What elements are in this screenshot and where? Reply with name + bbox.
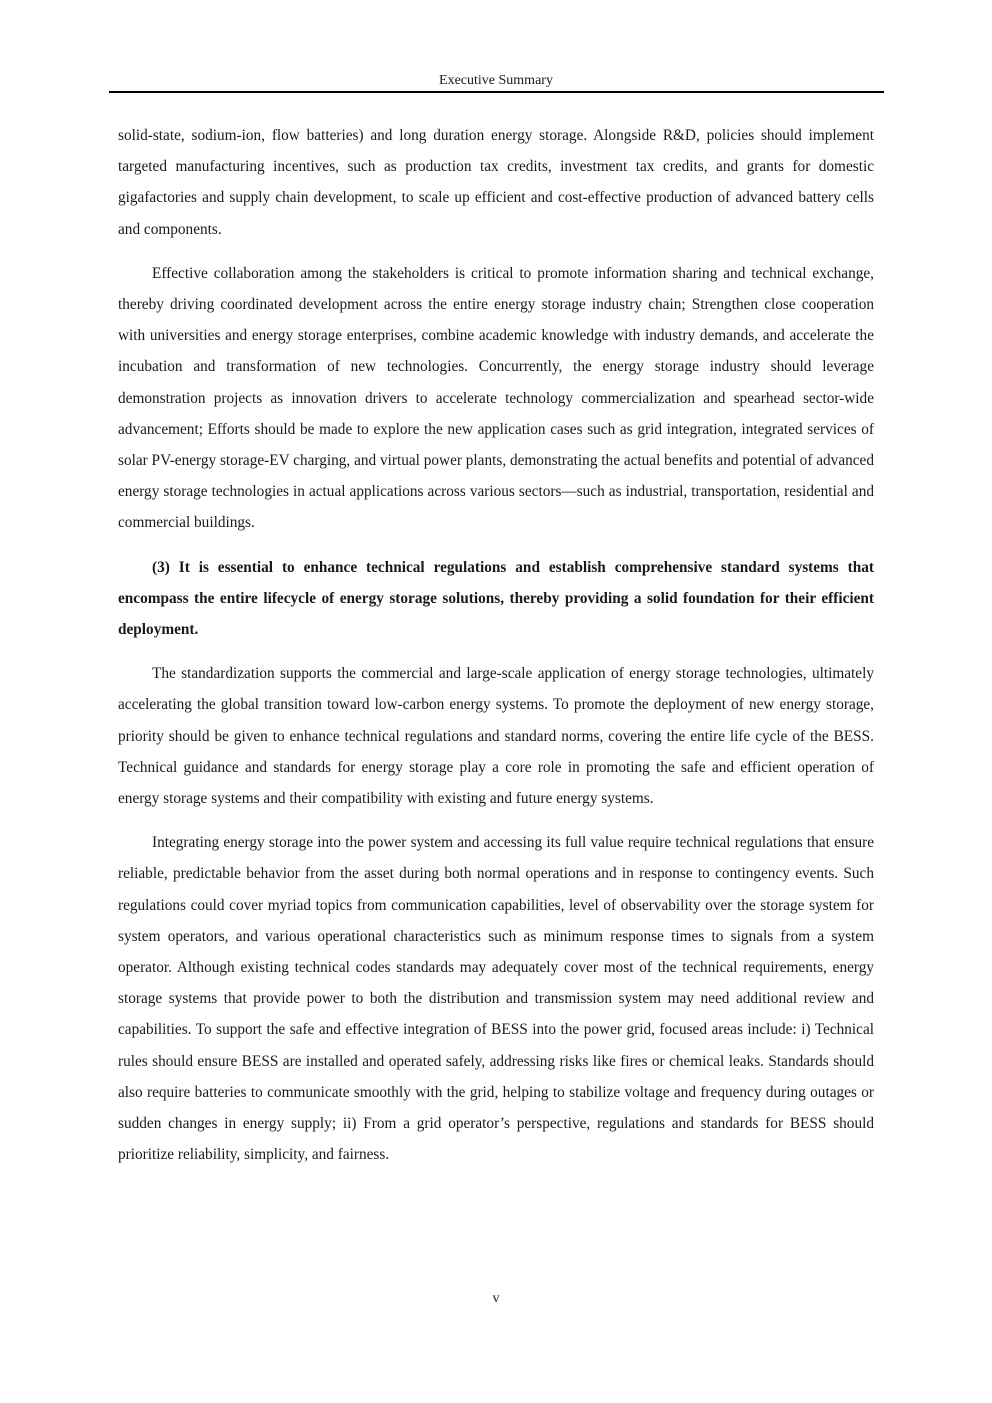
paragraph-collaboration: Effective collaboration among the stakeholders is critical to promote information sharing and technical exchange, thereby driving coordinated development across the entire energy storage industry chain; Strengthen close cooperation with universities and energy storage enterprises, combine academic knowledge with industry demands, and accelerate the incubation and transformation of new technologies. Concurrently, the energy storage industry should leverage demonstration projects as innovation drivers to accelerate technology commercialization and spearhead sector-wide advancement; Efforts should be made to explore the new application cases such as grid integration, integrated services of solar PV-energy storage-EV charging, and virtual power plants, demonstrating the actual benefits and potential of advanced energy storage technologies in actual applications across various sectors—such as industrial, transportation, residential and commercial buildings. <box>118 264 874 532</box>
paragraph-standardization: The standardization supports the commercial and large-scale application of energy storage technologies, ultimately accelerating the global transition toward low-carbon energy systems. To promote the deployment of new energy storage, priority should be given to enhance technical regulations and standard norms, covering the entire life cycle of the BESS. Technical guidance and standards for energy storage play a core role in promoting the safe and efficient operation of energy storage systems and their compatibility with existing and future energy systems. <box>118 665 874 808</box>
header-rule <box>109 91 884 93</box>
paragraph-continuation: solid-state, sodium-ion, flow batteries) and long duration energy storage. Alongside R&D, policies should implement targeted manufacturing incentives, such as production tax credits, investment tax credits, and grants for domestic gigafactories and supply chain development, to scale up efficient and cost-effective production of advanced battery cells and components. <box>118 127 874 238</box>
body-text <box>118 120 874 1184</box>
running-header: Executive Summary <box>439 73 553 88</box>
paragraph-integration: Integrating energy storage into the power system and accessing its full value require technical regulations that ensure reliable, predictable behavior from the asset during both normal operations and in response to contingency events. Such regulations could cover myriad topics from communication capabilities, level of observability over the storage system for system operators, and various operational characteristics such as minimum response times to signals from a system operator. Although existing technical codes standards may adequately cover most of the technical requirements, energy storage systems that provide power to both the distribution and transmission system may need additional review and capabilities. To support the safe and effective integration of BESS into the power grid, focused areas include: i) Technical rules should ensure BESS are installed and operated safely, addressing risks like fires or chemical leaks. Standards should also require batteries to communicate smoothly with the grid, helping to stabilize voltage and frequency during outages or sudden changes in energy supply; ii) From a grid operator’s perspective, regulations and standards for BESS should prioritize reliability, simplicity, and fairness. <box>118 834 874 1164</box>
page-number: v <box>492 1291 500 1306</box>
section-heading-3: (3) It is essential to enhance technical regulations and establish comprehensive standard systems that encompass the entire lifecycle of energy storage solutions, thereby providing a solid foundation for their efficient deployment. <box>118 558 874 639</box>
